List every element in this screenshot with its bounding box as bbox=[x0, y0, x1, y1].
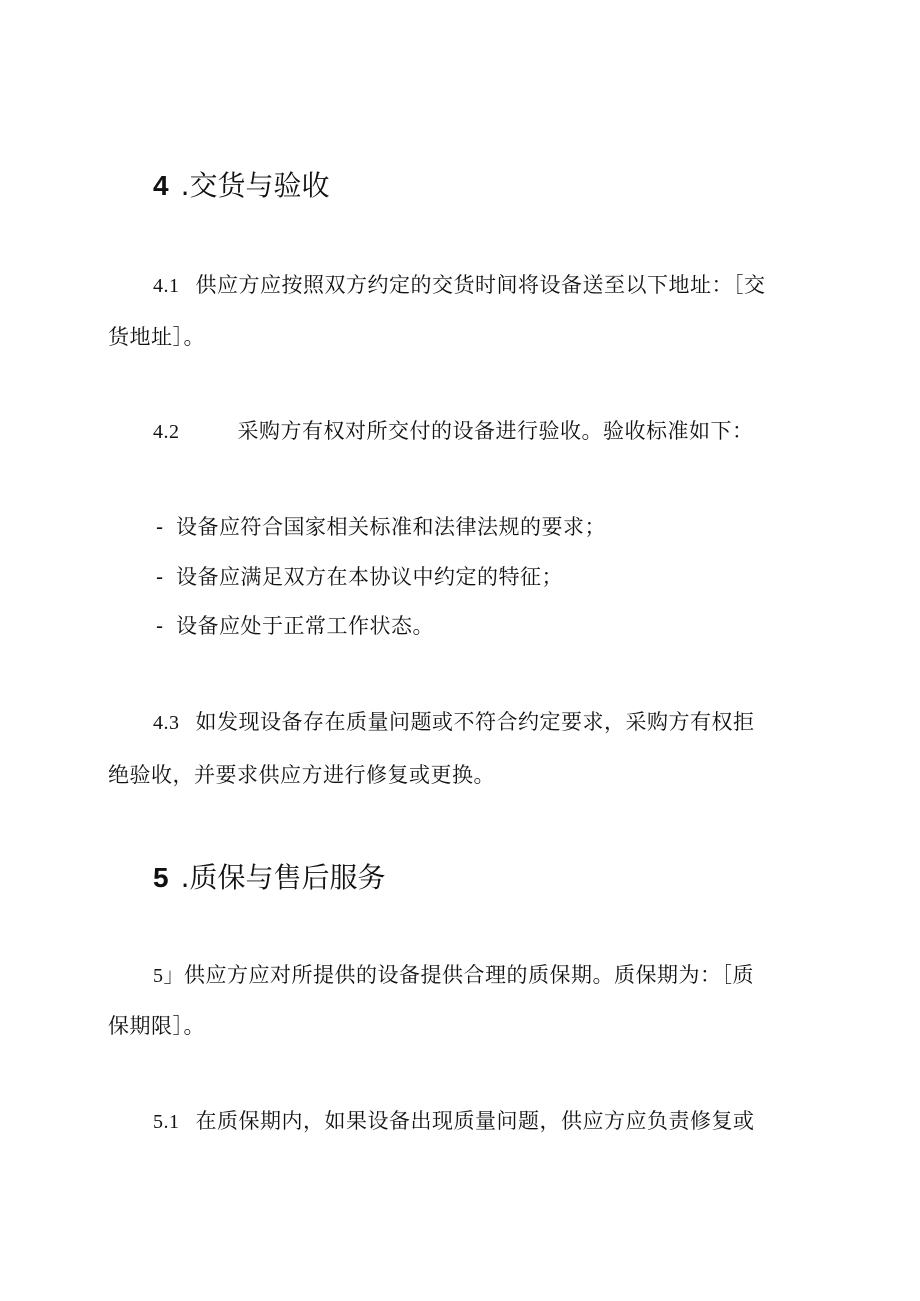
paragraph-5-0-text-2: 保期限］。 bbox=[108, 1014, 205, 1038]
list-item-text: 设备应满足双方在本协议中约定的特征； bbox=[176, 565, 563, 589]
paragraph-5-0-text-1: 供应方应对所提供的设备提供合理的质保期。质保期为：［质 bbox=[184, 963, 754, 987]
bullet-dash: - bbox=[156, 565, 164, 589]
paragraph-4-1-text-2: 货地址］。 bbox=[108, 325, 205, 349]
list-item-text: 设备应符合国家相关标准和法律法规的要求； bbox=[176, 515, 606, 539]
paragraph-4-3-number: 4.3 bbox=[153, 712, 180, 734]
paragraph-4-1-number: 4.1 bbox=[153, 275, 180, 297]
paragraph-4-1-text-1: 供应方应按照双方约定的交货时间将设备送至以下地址：［交 bbox=[195, 273, 766, 297]
section-4-heading bbox=[153, 168, 329, 204]
bullet-dash: - bbox=[156, 614, 164, 638]
list-item bbox=[156, 512, 606, 542]
paragraph-5-0-line-2 bbox=[108, 1011, 205, 1041]
section-4-title: .交货与验收 bbox=[180, 169, 330, 202]
paragraph-5-1-text-1: 在质保期内，如果设备出现质量问题，供应方应负责修复或 bbox=[195, 1109, 755, 1133]
section-5-number: 5 bbox=[153, 862, 169, 893]
paragraph-4-1-line-1 bbox=[153, 270, 766, 301]
bullet-dash: - bbox=[156, 515, 164, 539]
paragraph-4-2 bbox=[153, 416, 754, 447]
paragraph-5-1-line-1 bbox=[153, 1106, 755, 1137]
paragraph-4-3-line-1 bbox=[153, 707, 755, 738]
paragraph-4-3-line-2 bbox=[108, 760, 495, 790]
section-5-title: .质保与售后服务 bbox=[180, 861, 386, 894]
paragraph-5-0-line-1 bbox=[153, 960, 754, 991]
section-4-number: 4 bbox=[153, 170, 169, 201]
list-item-text: 设备应处于正常工作状态。 bbox=[176, 614, 434, 638]
paragraph-5-0-number: 5」 bbox=[153, 965, 184, 987]
paragraph-4-2-number: 4.2 bbox=[153, 421, 180, 443]
paragraph-4-1-line-2 bbox=[108, 322, 205, 352]
list-item bbox=[156, 562, 563, 592]
section-5-heading bbox=[153, 860, 385, 896]
paragraph-4-3-text-2: 绝验收，并要求供应方进行修复或更换。 bbox=[108, 763, 495, 787]
paragraph-4-3-text-1: 如发现设备存在质量问题或不符合约定要求，采购方有权拒 bbox=[195, 710, 755, 734]
paragraph-4-2-text: 采购方有权对所交付的设备进行验收。验收标准如下： bbox=[237, 419, 754, 443]
list-item bbox=[156, 611, 434, 641]
paragraph-5-1-number: 5.1 bbox=[153, 1111, 180, 1133]
